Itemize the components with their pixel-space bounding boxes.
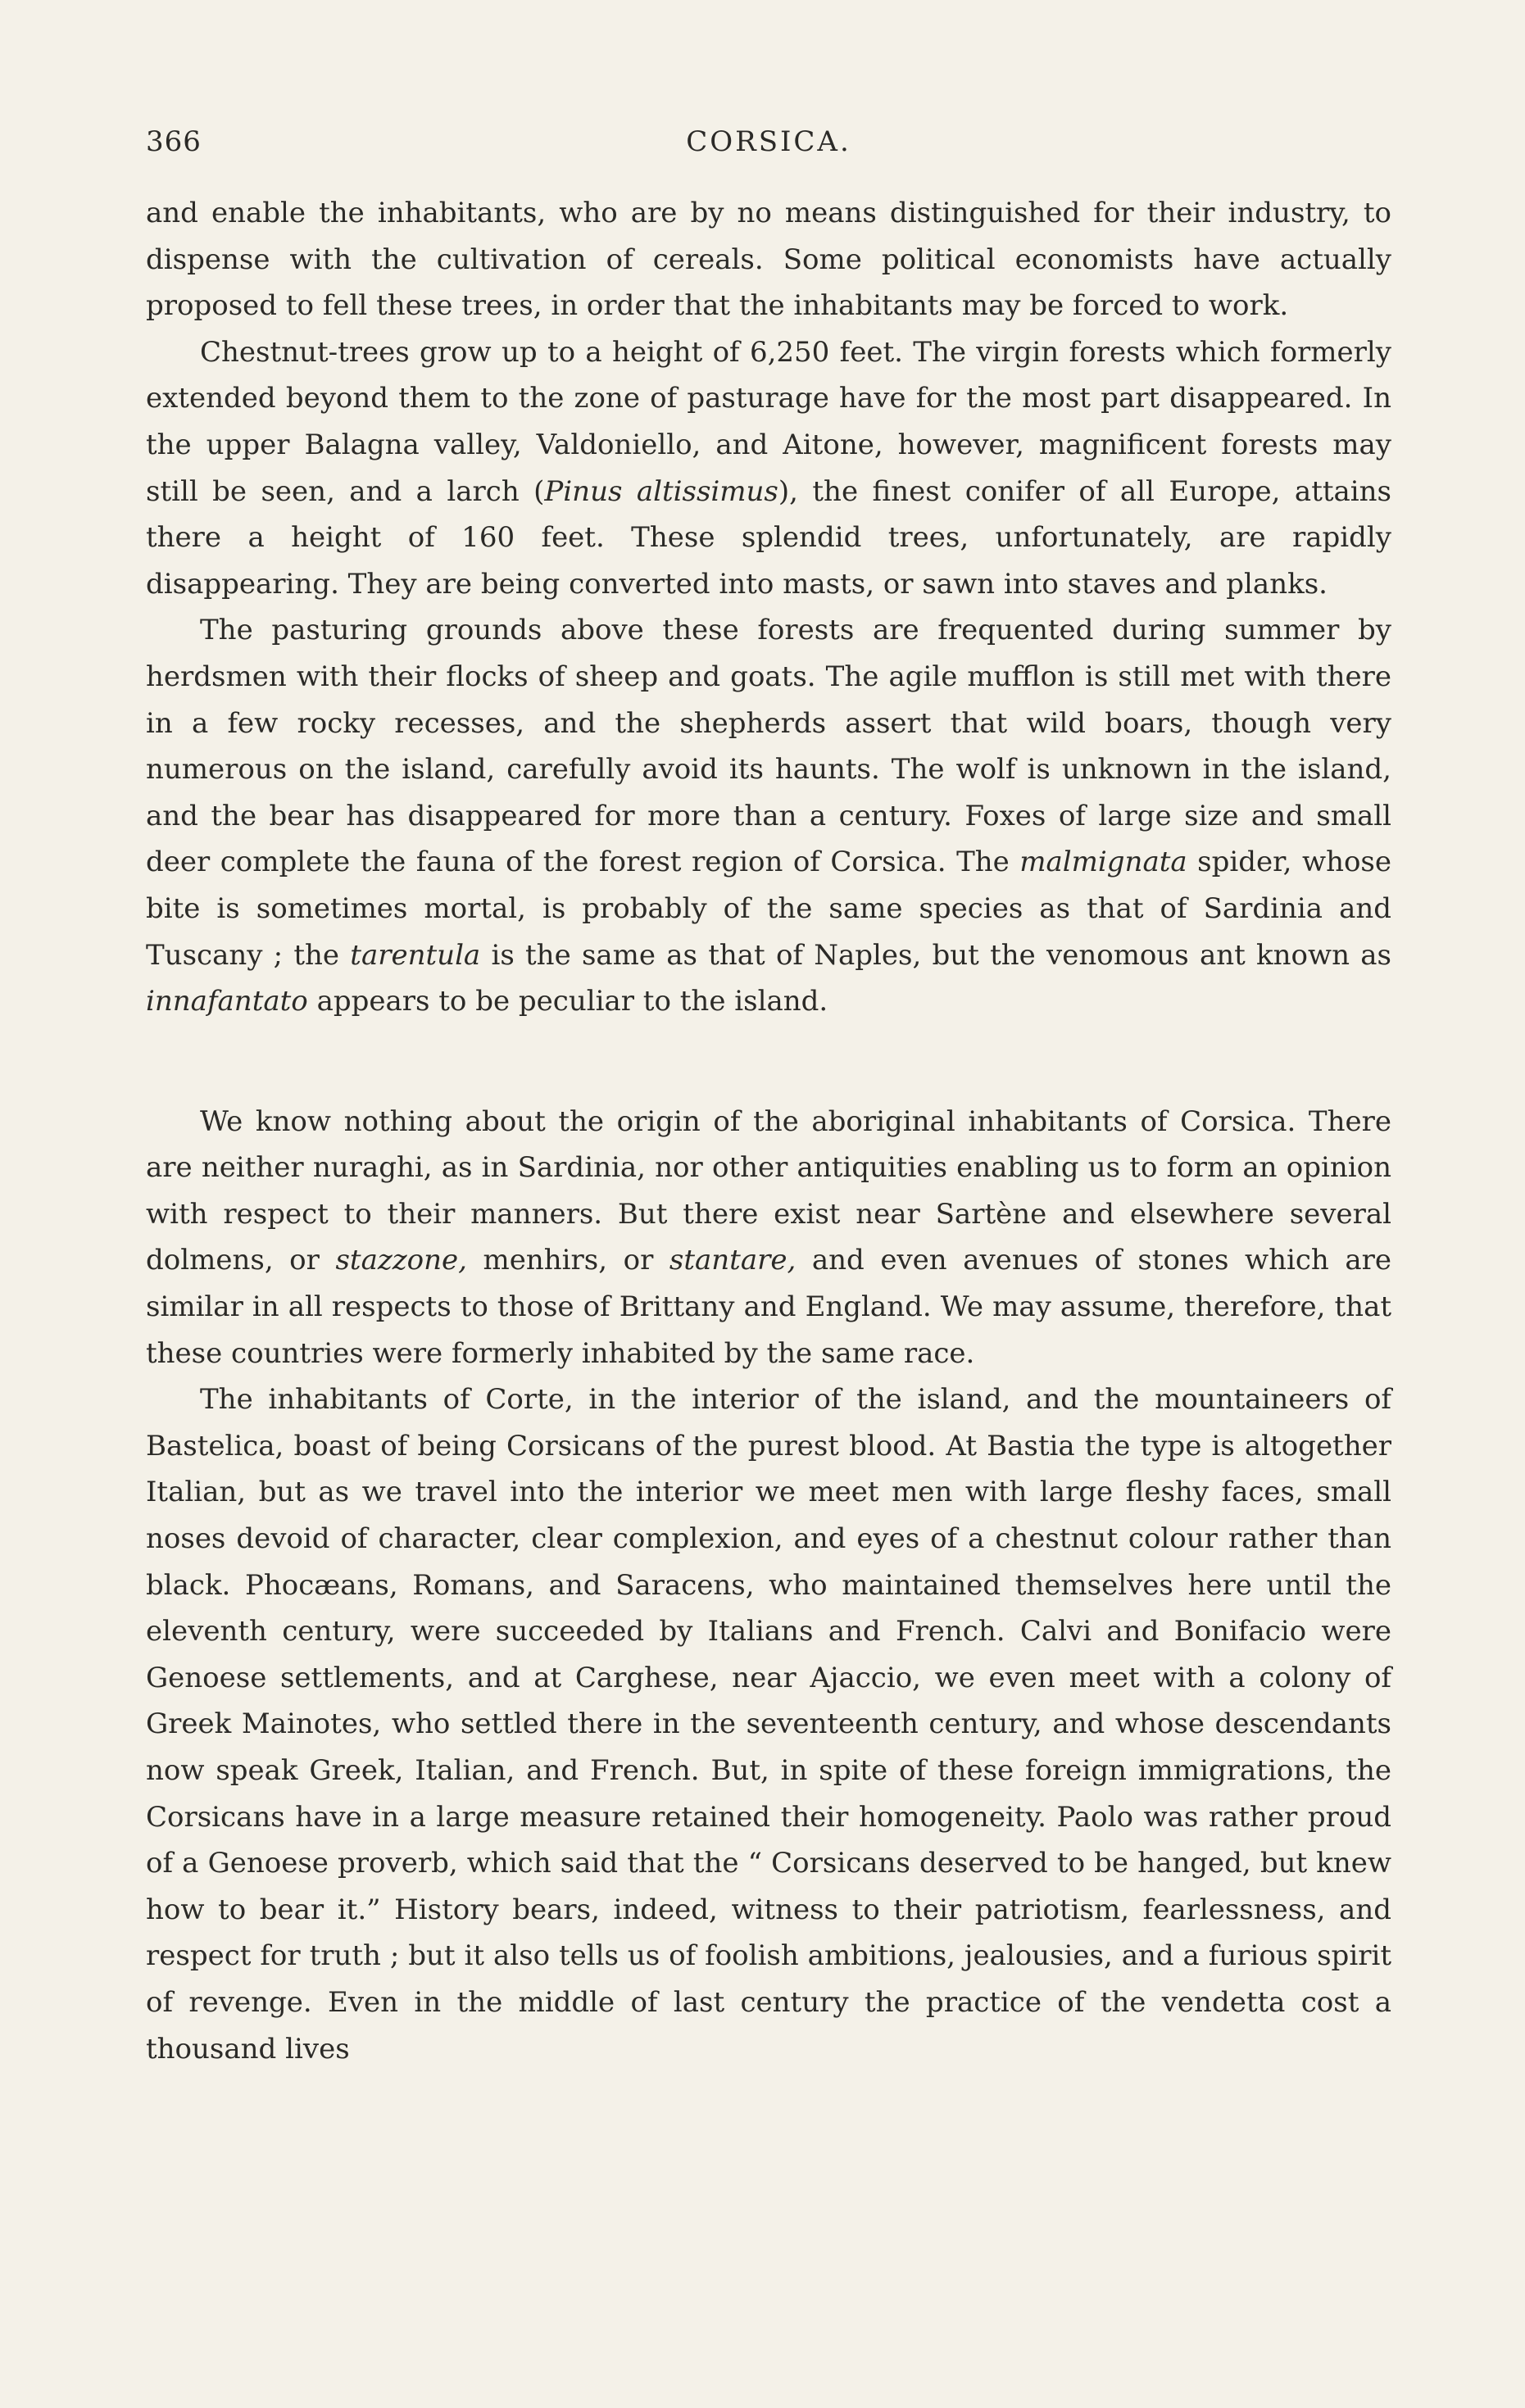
text-span: spider, whose bite is sometimes mortal, is probably of the same species as that of Sardinia and Tuscany ; the bbox=[146, 846, 1392, 972]
text-span: and even avenues of stones which are similar in all respects to those of Brittany and England. We may assume, therefore, that these countries were formerly inhabited by the same race. bbox=[146, 1244, 1391, 1370]
italic-term: Pinus altissimus bbox=[544, 474, 778, 508]
body-text bbox=[146, 190, 1391, 2072]
italic-term: malmignata bbox=[1019, 846, 1187, 879]
italic-term: tarentula bbox=[350, 938, 481, 972]
running-head bbox=[146, 121, 1391, 162]
running-title: CORSICA. bbox=[686, 125, 851, 158]
paragraph-continuation bbox=[146, 190, 1391, 329]
italic-term: stazzone, bbox=[335, 1244, 467, 1277]
text-span: We know nothing about the origin of the aboriginal inhabitants of Corsica. There are neither nuraghi, as in Sardinia, nor other antiquities enabling us to form an opinion with respect to their manners. But there exist near Sartène and elsewhere several dolmens, or bbox=[146, 1104, 1391, 1277]
text-span: and enable the inhabitants, who are by no means distinguished for their industry, to dispense with the cultivation of cereals. Some political economists have actually proposed to fell these trees, in order that the inhabitants may be forced to work. bbox=[146, 197, 1391, 323]
paragraph-pasturing-grounds bbox=[146, 607, 1391, 1024]
paragraph-chestnut-trees bbox=[146, 329, 1391, 608]
text-span: Chestnut-trees grow up to a height of 6,250 feet. The virgin forests which formerly extended beyond them to the zone of pasturage have for the most part disappeared. In the upper Balagna valley, Valdoniello, and Aitone, however, magnificent forests may still be seen, and a larch ( bbox=[146, 335, 1391, 508]
text-span: menhirs, or bbox=[466, 1244, 669, 1277]
page-number: 366 bbox=[146, 125, 202, 158]
text-span: appears to be peculiar to the island. bbox=[307, 985, 828, 1018]
italic-term: stantare, bbox=[669, 1244, 797, 1277]
paragraph-aboriginal-inhabitants bbox=[146, 1099, 1391, 1377]
paragraph-corte-inhabitants bbox=[146, 1376, 1391, 2072]
italic-term: innafantato bbox=[146, 985, 308, 1018]
text-span: The inhabitants of Corte, in the interior of the island, and the mountaineers of Bastelica, boast of being Corsicans of the purest blood. At Bastia the type is altogether Italian, but as we travel into the interior we meet men with large fleshy faces, small noses devoid of character, clear complexion, and eyes of a chestnut colour rather than black. Phocæans, Romans, and Saracens, who maintained themselves here until the eleventh century, were succeeded by Italians and French. Calvi and Bonifacio were Genoese settlements, and at Carghese, near Ajaccio, we even meet with a colony of Greek Mainotes, who settled there in the seventeenth century, and whose descendants now speak Greek, Italian, and French. But, in spite of these foreign immigrations, the Corsicans have in a large measure retained their homogeneity. Paolo was rather proud of a Genoese proverb, which said that the “ Corsicans deserved to be hanged, but knew how to bear it.” History bears, indeed, witness to their patriotism, fearlessness, and respect for truth ; but it also tells us of foolish ambitions, jealousies, and a furious spirit of revenge. Even in the middle of last century the practice of the vendetta cost a thousand lives bbox=[146, 1383, 1391, 2066]
text-span: The pasturing grounds above these forests are frequented during summer by herdsmen with their flocks of sheep and goats. The agile mufflon is still met with there in a few rocky recesses, and the shepherds assert that wild boars, though very numerous on the island, carefully avoid its haunts. The wolf is unknown in the island, and the bear has disappeared for more than a century. Foxes of large size and small deer complete the fauna of the forest region of Corsica. The bbox=[146, 614, 1391, 879]
text-span: is the same as that of Naples, but the venomous ant known as bbox=[480, 938, 1391, 972]
text-span: ), the finest conifer of all Europe, attains there a height of 160 feet. These splendid trees, unfortunately, are rapidly disappearing. They are being converted into masts, or sawn into staves and planks. bbox=[146, 474, 1392, 601]
